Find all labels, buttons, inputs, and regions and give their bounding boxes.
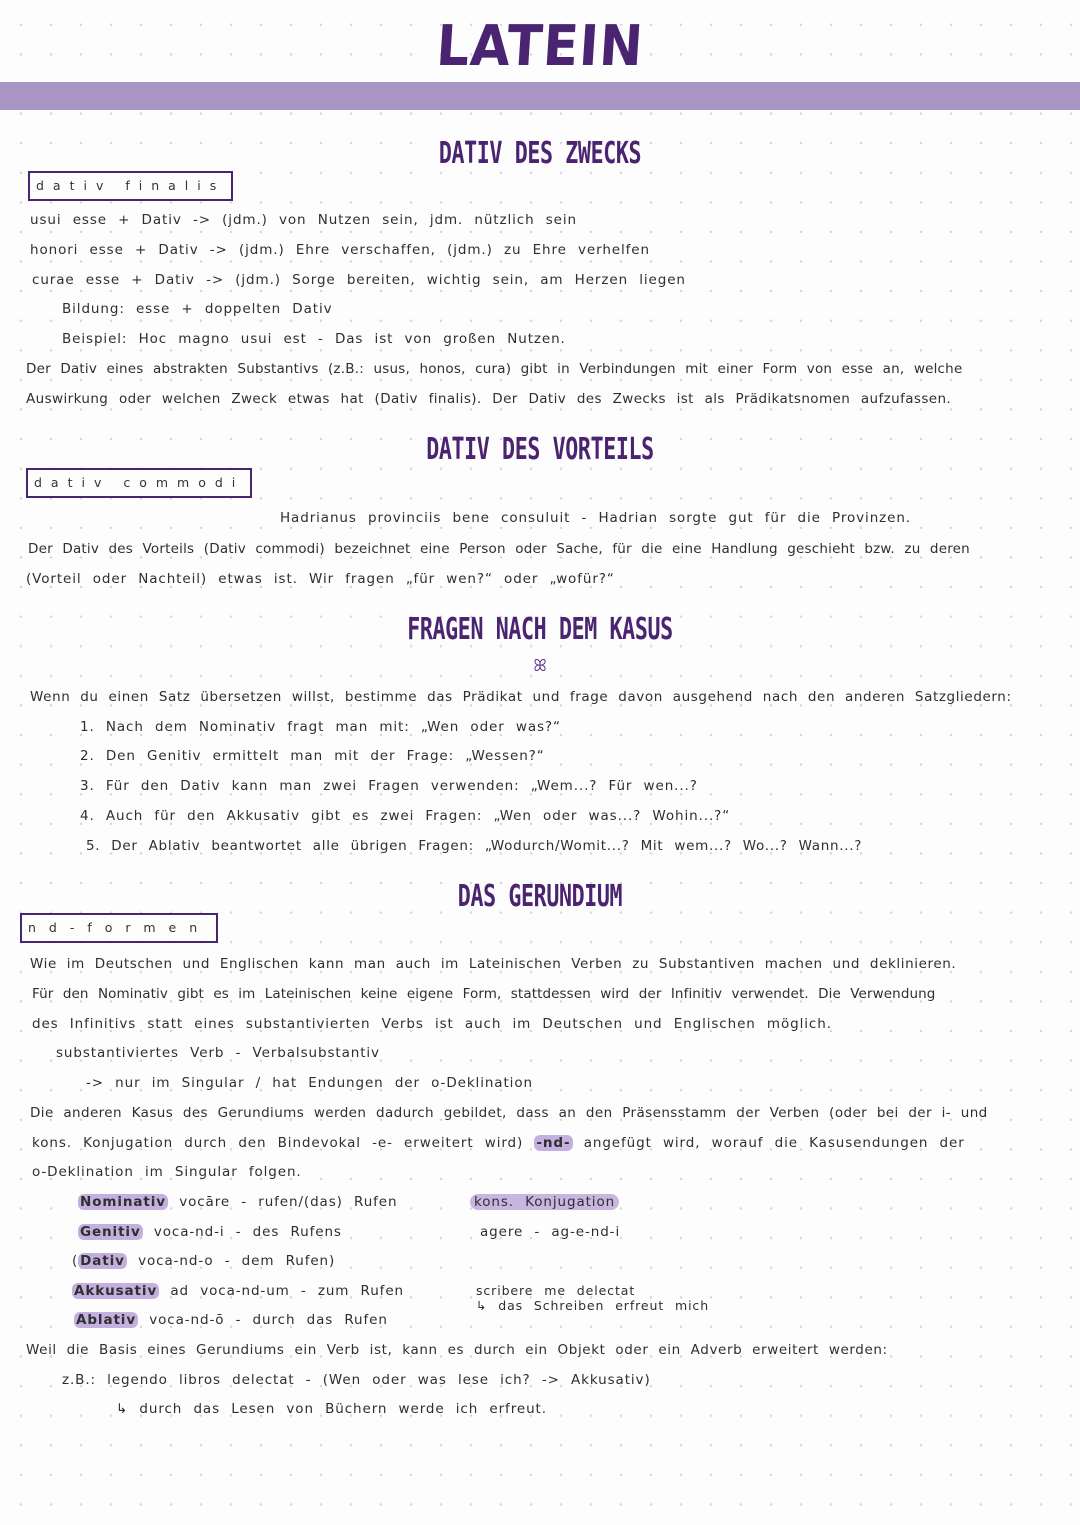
header-band [0, 82, 1080, 110]
case-form: ad voca-nd-um - zum Rufen [170, 1283, 404, 1299]
case-row [72, 1253, 335, 1269]
box-label-nd-formen: nd-formen [20, 913, 218, 943]
text-line: (Vorteil oder Nachteil) etwas ist. Wir fragen „für wen?“ oder „wofür?“ [26, 571, 615, 587]
case-form: voca-nd-o - dem Rufen) [138, 1253, 336, 1269]
case-row [74, 1312, 388, 1328]
kons-sentence: scribere me delectat [476, 1283, 636, 1298]
text-segment: kons. Konjugation durch den Bindevokal -e- erweitert wird) [32, 1135, 524, 1151]
text-line: o-Deklination im Singular folgen. [32, 1164, 302, 1180]
flourish-icon: ꕤ [533, 656, 547, 675]
section-title-kasus: FRAGEN NACH DEM KASUS [407, 612, 673, 647]
section-title-gerundium: DAS GERUNDIUM [457, 879, 623, 914]
list-item: 5. Der Ablativ beantwortet alle übrigen Fragen: „Wodurch/Womit...? Mit wem...? Wo...? Wann...? [86, 838, 863, 854]
kons-translation: ↳ das Schreiben erfreut mich [476, 1298, 710, 1313]
list-item: 1. Nach dem Nominativ fragt man mit: „Wen oder was?“ [80, 719, 561, 735]
text-line: usui esse + Dativ -> (jdm.) von Nutzen sein, jdm. nützlich sein [30, 212, 577, 228]
case-row [72, 1283, 404, 1299]
text-line: Auswirkung oder welchen Zweck etwas hat (Dativ finalis). Der Dativ des Zwecks ist als Prädikatsnomen aufzufassen. [26, 391, 952, 407]
section-title-zweck: DATIV DES ZWECKS [438, 136, 642, 171]
text-line: Der Dativ eines abstrakten Substantivs (z.B.: usus, honos, cura) gibt in Verbindungen mit einer Form von esse an, welche [26, 361, 963, 377]
case-form: voca-nd-i - des Rufens [153, 1224, 342, 1240]
case-name: Akkusativ [74, 1283, 158, 1299]
example-sentence: Hadrianus provinciis bene consuluit - Hadrian sorgte gut für die Provinzen. [280, 510, 912, 526]
text-line: z.B.: legendo libros delectat - (Wen oder was lese ich? -> Akkusativ) [62, 1372, 651, 1388]
text-line [32, 1135, 965, 1151]
kons-label: kons. Konjugation [470, 1194, 619, 1210]
case-row [78, 1224, 342, 1240]
text-line: ↳ durch das Lesen von Büchern werde ich erfreut. [116, 1401, 547, 1417]
case-name: Dativ [80, 1253, 125, 1269]
section-title-vorteil: DATIV DES VORTEILS [426, 432, 654, 467]
box-label-dativ-finalis: dativ finalis [28, 171, 233, 201]
text-line: Wenn du einen Satz übersetzen willst, bestimme das Prädikat und frage davon ausgehend nach den anderen Satzgliedern: [30, 689, 1012, 705]
case-form: vocāre - rufen/(das) Rufen [179, 1194, 398, 1210]
text-line: Für den Nominativ gibt es im Lateinischen keine eigene Form, stattdessen wird der Infinitiv verwendet. Die Verwendung [32, 986, 936, 1002]
text-line: Bildung: esse + doppelten Dativ [62, 301, 333, 317]
text-line: des Infinitivs statt eines substantivierten Verbs ist auch im Deutschen und Englischen möglich. [32, 1016, 832, 1032]
text-line: Weil die Basis eines Gerundiums ein Verb ist, kann es durch ein Objekt oder ein Adverb erweitert werden: [26, 1342, 888, 1358]
nd-highlight: -nd- [536, 1135, 571, 1151]
text-line: Der Dativ des Vorteils (Dativ commodi) bezeichnet eine Person oder Sache, für die eine Handlung geschieht bzw. zu deren [28, 541, 970, 557]
text-line: Wie im Deutschen und Englischen kann man auch im Lateinischen Verben zu Substantiven machen und deklinieren. [30, 956, 957, 972]
list-item: 4. Auch für den Akkusativ gibt es zwei Fragen: „Wen oder was...? Wohin...?“ [80, 808, 731, 824]
list-item: 2. Den Genitiv ermittelt man mit der Frage: „Wessen?“ [80, 748, 545, 764]
text-line: honori esse + Dativ -> (jdm.) Ehre verschaffen, (jdm.) zu Ehre verhelfen [30, 242, 650, 258]
case-name: Nominativ [80, 1194, 166, 1210]
text-line: substantiviertes Verb - Verbalsubstantiv [56, 1045, 380, 1061]
text-line: curae esse + Dativ -> (jdm.) Sorge bereiten, wichtig sein, am Herzen liegen [32, 272, 686, 288]
box-label-dativ-commodi: dativ commodi [26, 468, 252, 498]
case-name: Ablativ [76, 1312, 137, 1328]
case-prefix: ( [72, 1253, 79, 1269]
kons-label-line [470, 1194, 619, 1210]
case-name: Genitiv [80, 1224, 141, 1240]
kons-example: agere - ag-e-nd-i [480, 1224, 621, 1240]
list-item: 3. Für den Dativ kann man zwei Fragen verwenden: „Wem...? Für wen...? [80, 778, 698, 794]
text-line: -> nur im Singular / hat Endungen der o-Deklination [86, 1075, 533, 1091]
page-title: LATEIN [434, 14, 646, 79]
case-form: voca-nd-ō - durch das Rufen [149, 1312, 388, 1328]
case-row [78, 1194, 397, 1210]
text-line: Beispiel: Hoc magno usui est - Das ist von großen Nutzen. [62, 331, 566, 347]
text-line: Die anderen Kasus des Gerundiums werden dadurch gebildet, dass an den Präsensstamm der Verben (oder bei der i- und [30, 1105, 988, 1121]
text-segment: angefügt wird, worauf die Kasusendungen der [583, 1135, 965, 1151]
